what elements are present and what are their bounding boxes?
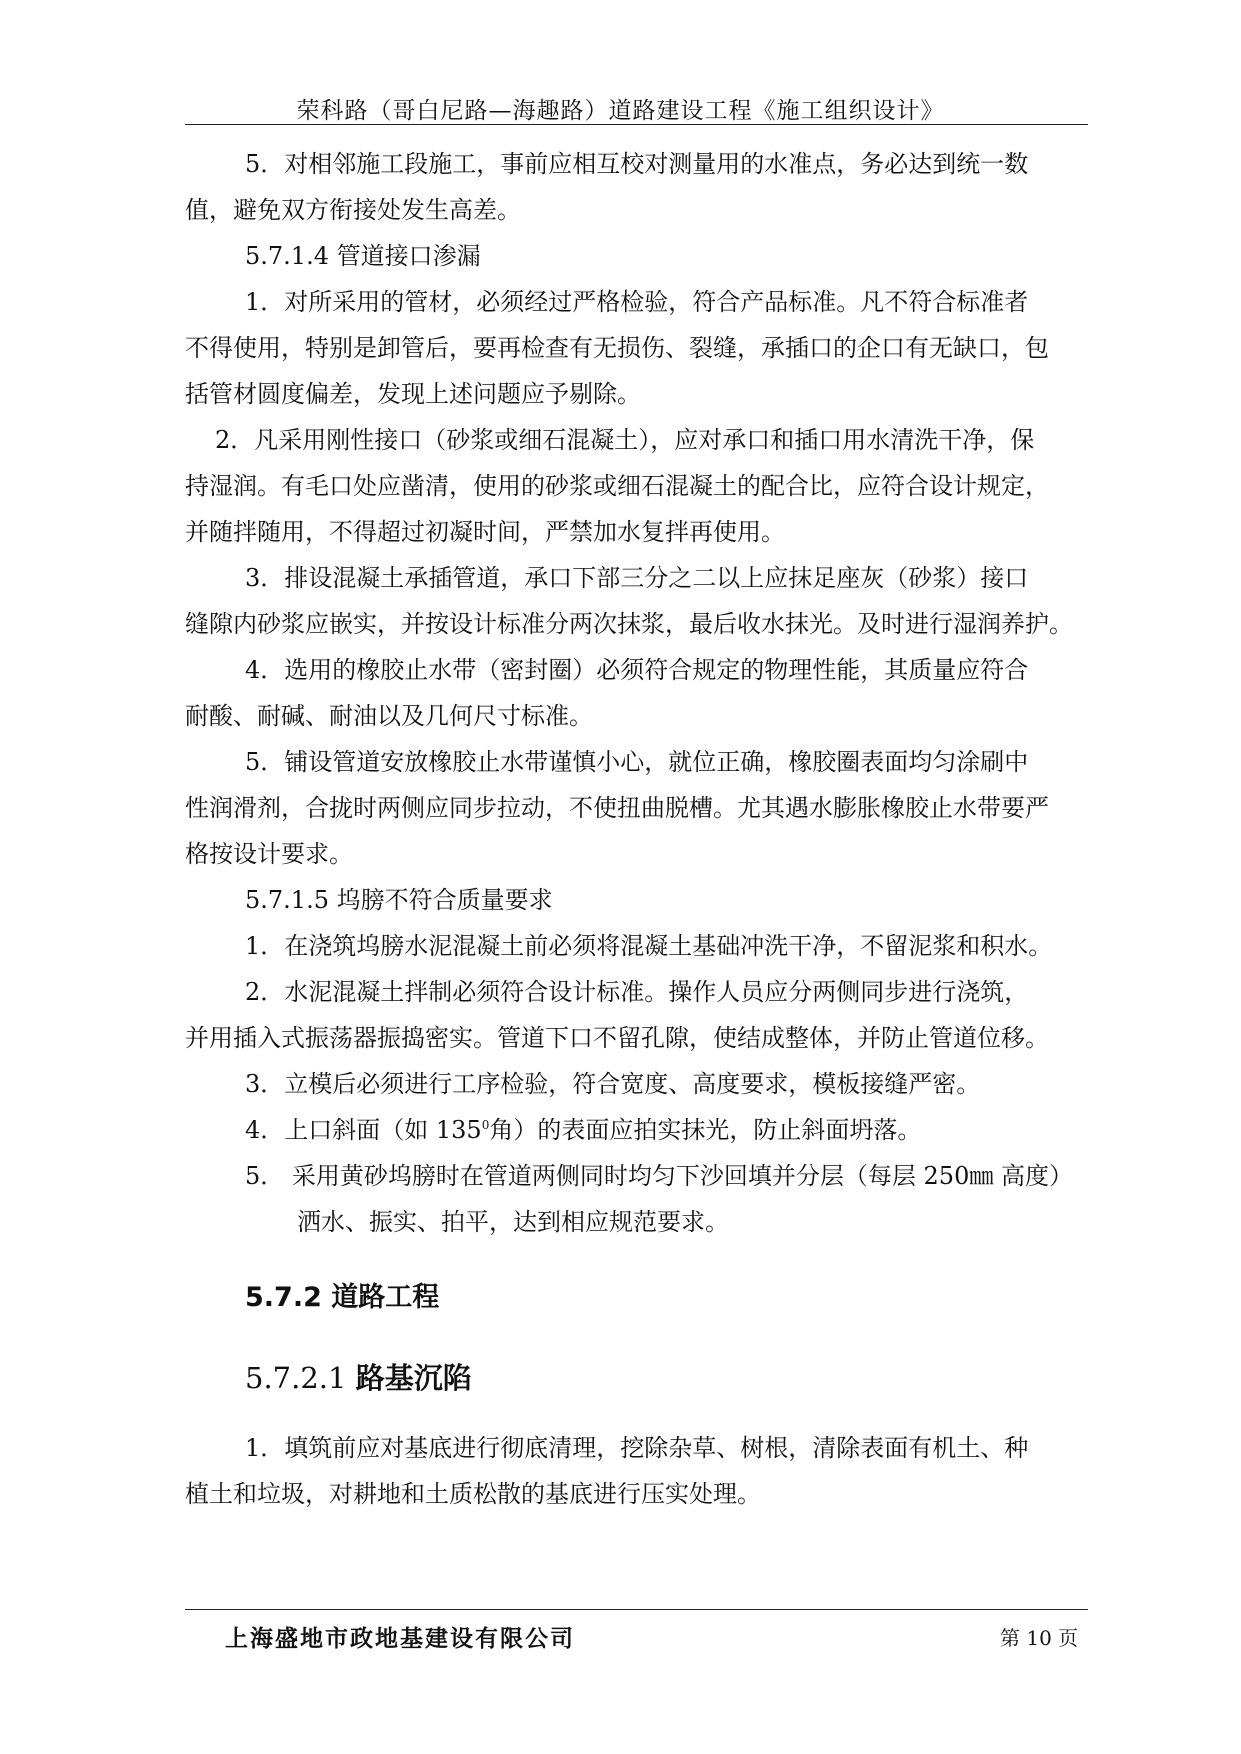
- body-line: 植土和垃圾，对耕地和土质松散的基底进行压实处理。: [185, 1480, 761, 1508]
- clause-heading: 5.7.1.4 管道接口渗漏: [245, 242, 481, 270]
- footer-divider: [185, 1609, 1088, 1610]
- body-line: 2．凡采用刚性接口（砂浆或细石混凝土），应对承口和插口用水清洗干净，保: [215, 426, 1035, 454]
- body-line: 并用插入式振荡器振捣密实。管道下口不留孔隙，使结成整体，并防止管道位移。: [185, 1024, 1049, 1052]
- body-line: 持湿润。有毛口处应凿清，使用的砂浆或细石混凝土的配合比，应符合设计规定，: [185, 472, 1049, 500]
- body-line: 并随拌随用，不得超过初凝时间，严禁加水复拌再使用。: [185, 518, 785, 546]
- body-line: 性润滑剂，合拢时两侧应同步拉动，不使扭曲脱槽。尤其遇水膨胀橡胶止水带要严: [185, 794, 1049, 822]
- body-line: 括管材圆度偏差，发现上述问题应予剔除。: [185, 380, 641, 408]
- body-line: 5． 采用黄砂坞膀时在管道两侧同时均匀下沙回填并分层（每层 250㎜ 高度）: [245, 1162, 1073, 1190]
- body-text: 角）的表面应拍实抹光，防止斜面坍落。: [489, 1116, 922, 1144]
- body-line: 5．铺设管道安放橡胶止水带谨慎小心，就位正确，橡胶圈表面均匀涂刷中: [245, 748, 1029, 776]
- body-line: 格按设计要求。: [185, 840, 353, 868]
- body-text: 4．上口斜面（如 135: [245, 1116, 482, 1144]
- subsection-heading: [245, 1356, 472, 1397]
- page-number: 第 10 页: [1000, 1626, 1079, 1650]
- body-line: 1．填筑前应对基底进行彻底清理，挖除杂草、树根，清除表面有机土、种: [245, 1434, 1029, 1462]
- clause-heading: 5.7.1.5 坞膀不符合质量要求: [245, 886, 553, 914]
- body-line: 1．对所采用的管材，必须经过严格检验，符合产品标准。凡不符合标准者: [245, 288, 1029, 316]
- body-line: 3．立模后必须进行工序检验，符合宽度、高度要求，模板接缝严密。: [245, 1070, 981, 1098]
- subsection-number: 5.7.2.1: [245, 1361, 356, 1395]
- section-heading: 5.7.2 道路工程: [245, 1282, 440, 1313]
- body-line: 缝隙内砂浆应嵌实，并按设计标准分两次抹浆，最后收水抹光。及时进行湿润养护。: [185, 610, 1073, 638]
- body-line: 耐酸、耐碱、耐油以及几何尺寸标准。: [185, 702, 593, 730]
- body-line: 1．在浇筑坞膀水泥混凝土前必须将混凝土基础冲洗干净，不留泥浆和积水。: [245, 932, 1053, 960]
- body-line: 值，避免双方衔接处发生高差。: [185, 196, 521, 224]
- subsection-title: 路基沉陷: [355, 1361, 472, 1395]
- body-line: 洒水、振实、拍平，达到相应规范要求。: [297, 1208, 729, 1236]
- header-title: 荣科路（哥白尼路—海趣路）道路建设工程《施工组织设计》: [296, 98, 945, 124]
- body-line: 不得使用，特别是卸管后，要再检查有无损伤、裂缝，承插口的企口有无缺口，包: [185, 334, 1049, 362]
- body-line: 5．对相邻施工段施工，事前应相互校对测量用的水准点，务必达到统一数: [245, 150, 1029, 178]
- degree-superscript: 0: [481, 1118, 490, 1132]
- footer-company: 上海盛地市政地基建设有限公司: [225, 1626, 575, 1652]
- header-divider: [185, 124, 1088, 125]
- body-line: [245, 1110, 921, 1145]
- body-line: 4．选用的橡胶止水带（密封圈）必须符合规定的物理性能，其质量应符合: [245, 656, 1029, 684]
- body-line: 2．水泥混凝土拌制必须符合设计标准。操作人员应分两侧同步进行浇筑，: [245, 978, 1029, 1006]
- body-line: 3．排设混凝土承插管道，承口下部三分之二以上应抹足座灰（砂浆）接口: [245, 564, 1029, 592]
